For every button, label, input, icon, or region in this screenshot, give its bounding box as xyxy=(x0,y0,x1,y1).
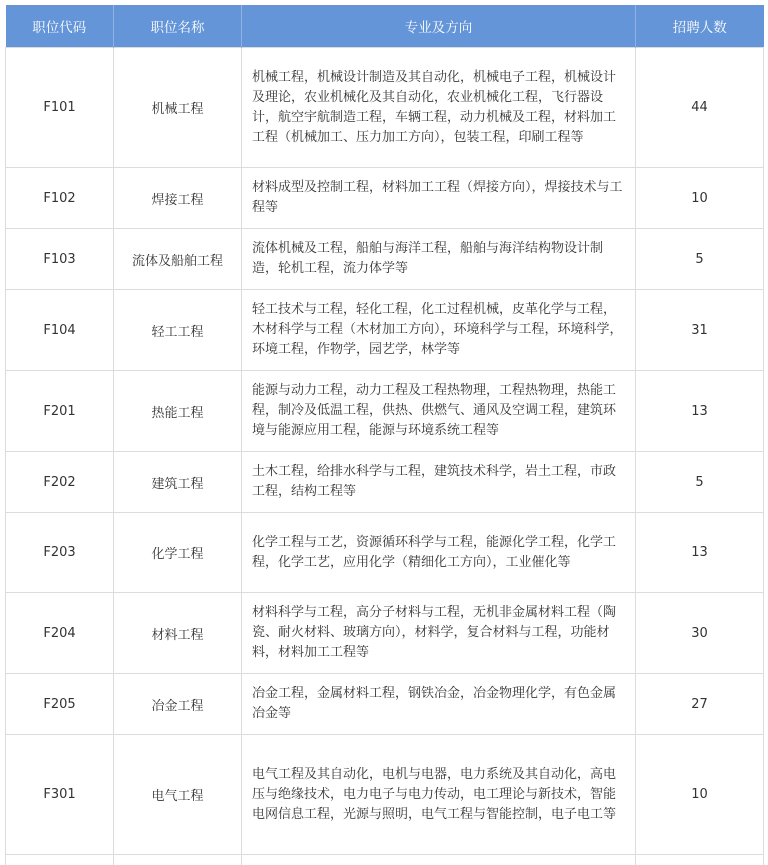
cell-count: 30 xyxy=(636,593,764,674)
cell-name: 建筑工程 xyxy=(114,452,242,513)
cell-code: F103 xyxy=(6,229,114,290)
cell-empty xyxy=(242,855,636,865)
cell-name: 热能工程 xyxy=(114,371,242,452)
cell-major: 冶金工程，金属材料工程，钢铁冶金，冶金物理化学，有色金属冶金等 xyxy=(242,674,636,735)
table-row xyxy=(6,168,764,229)
cell-count: 44 xyxy=(636,48,764,168)
cell-name: 化学工程 xyxy=(114,513,242,593)
cell-name: 材料工程 xyxy=(114,593,242,674)
cell-code: F104 xyxy=(6,290,114,371)
table-row xyxy=(6,452,764,513)
cell-major: 轻工技术与工程，轻化工程，化工过程机械，皮革化学与工程，木材科学与工程（木材加工方向），环境科学与工程，环境科学，环境工程，作物学，园艺学，林学等 xyxy=(242,290,636,371)
table-row-partial xyxy=(6,855,764,865)
cell-count: 5 xyxy=(636,229,764,290)
cell-name: 焊接工程 xyxy=(114,168,242,229)
cell-count: 5 xyxy=(636,452,764,513)
cell-name: 电气工程 xyxy=(114,735,242,855)
cell-count: 27 xyxy=(636,674,764,735)
cell-code: F102 xyxy=(6,168,114,229)
cell-code: F205 xyxy=(6,674,114,735)
cell-major: 土木工程，给排水科学与工程，建筑技术科学，岩土工程，市政工程，结构工程等 xyxy=(242,452,636,513)
cell-code: F301 xyxy=(6,735,114,855)
table-row xyxy=(6,371,764,452)
cell-count: 13 xyxy=(636,513,764,593)
cell-count: 31 xyxy=(636,290,764,371)
cell-major: 流体机械及工程，船舶与海洋工程，船舶与海洋结构物设计制造，轮机工程，流力体学等 xyxy=(242,229,636,290)
cell-name: 冶金工程 xyxy=(114,674,242,735)
cell-empty xyxy=(6,855,114,865)
cell-empty xyxy=(114,855,242,865)
header-position-name: 职位名称 xyxy=(114,5,242,48)
cell-code: F201 xyxy=(6,371,114,452)
header-hiring-count: 招聘人数 xyxy=(636,5,764,48)
table-row xyxy=(6,735,764,855)
cell-name: 机械工程 xyxy=(114,48,242,168)
cell-code: F101 xyxy=(6,48,114,168)
cell-empty xyxy=(636,855,764,865)
table-header xyxy=(6,5,764,48)
cell-name: 流体及船舶工程 xyxy=(114,229,242,290)
cell-major: 能源与动力工程，动力工程及工程热物理，工程热物理，热能工程，制冷及低温工程，供热、供燃气、通风及空调工程，建筑环境与能源应用工程，能源与环境系统工程等 xyxy=(242,371,636,452)
cell-count: 10 xyxy=(636,735,764,855)
cell-name: 轻工工程 xyxy=(114,290,242,371)
table-row xyxy=(6,48,764,168)
header-position-code: 职位代码 xyxy=(6,5,114,48)
cell-major: 材料成型及控制工程，材料加工工程（焊接方向），焊接技术与工程等 xyxy=(242,168,636,229)
recruitment-table-container xyxy=(5,5,763,865)
recruitment-table xyxy=(5,5,764,865)
header-major-direction: 专业及方向 xyxy=(242,5,636,48)
table-row xyxy=(6,593,764,674)
cell-code: F202 xyxy=(6,452,114,513)
cell-major: 材料科学与工程，高分子材料与工程，无机非金属材料工程（陶瓷、耐火材料、玻璃方向），材料学，复合材料与工程，功能材料，材料加工工程等 xyxy=(242,593,636,674)
header-row xyxy=(6,5,764,48)
cell-code: F204 xyxy=(6,593,114,674)
cell-major: 电气工程及其自动化，电机与电器，电力系统及其自动化，高电压与绝缘技术，电力电子与电力传动，电工理论与新技术，智能电网信息工程，光源与照明，电气工程与智能控制，电子电工等 xyxy=(242,735,636,855)
cell-major: 化学工程与工艺，资源循环科学与工程，能源化学工程，化学工程，化学工艺，应用化学（精细化工方向），工业催化等 xyxy=(242,513,636,593)
table-row xyxy=(6,513,764,593)
cell-code: F203 xyxy=(6,513,114,593)
table-body xyxy=(6,48,764,865)
table-row xyxy=(6,674,764,735)
cell-count: 10 xyxy=(636,168,764,229)
table-row xyxy=(6,290,764,371)
cell-major: 机械工程，机械设计制造及其自动化，机械电子工程，机械设计及理论，农业机械化及其自动化，农业机械化工程，飞行器设计，航空宇航制造工程，车辆工程，动力机械及工程，材料加工工程（机械加工、压力加工方向），包装工程，印刷工程等 xyxy=(242,48,636,168)
table-row xyxy=(6,229,764,290)
cell-count: 13 xyxy=(636,371,764,452)
